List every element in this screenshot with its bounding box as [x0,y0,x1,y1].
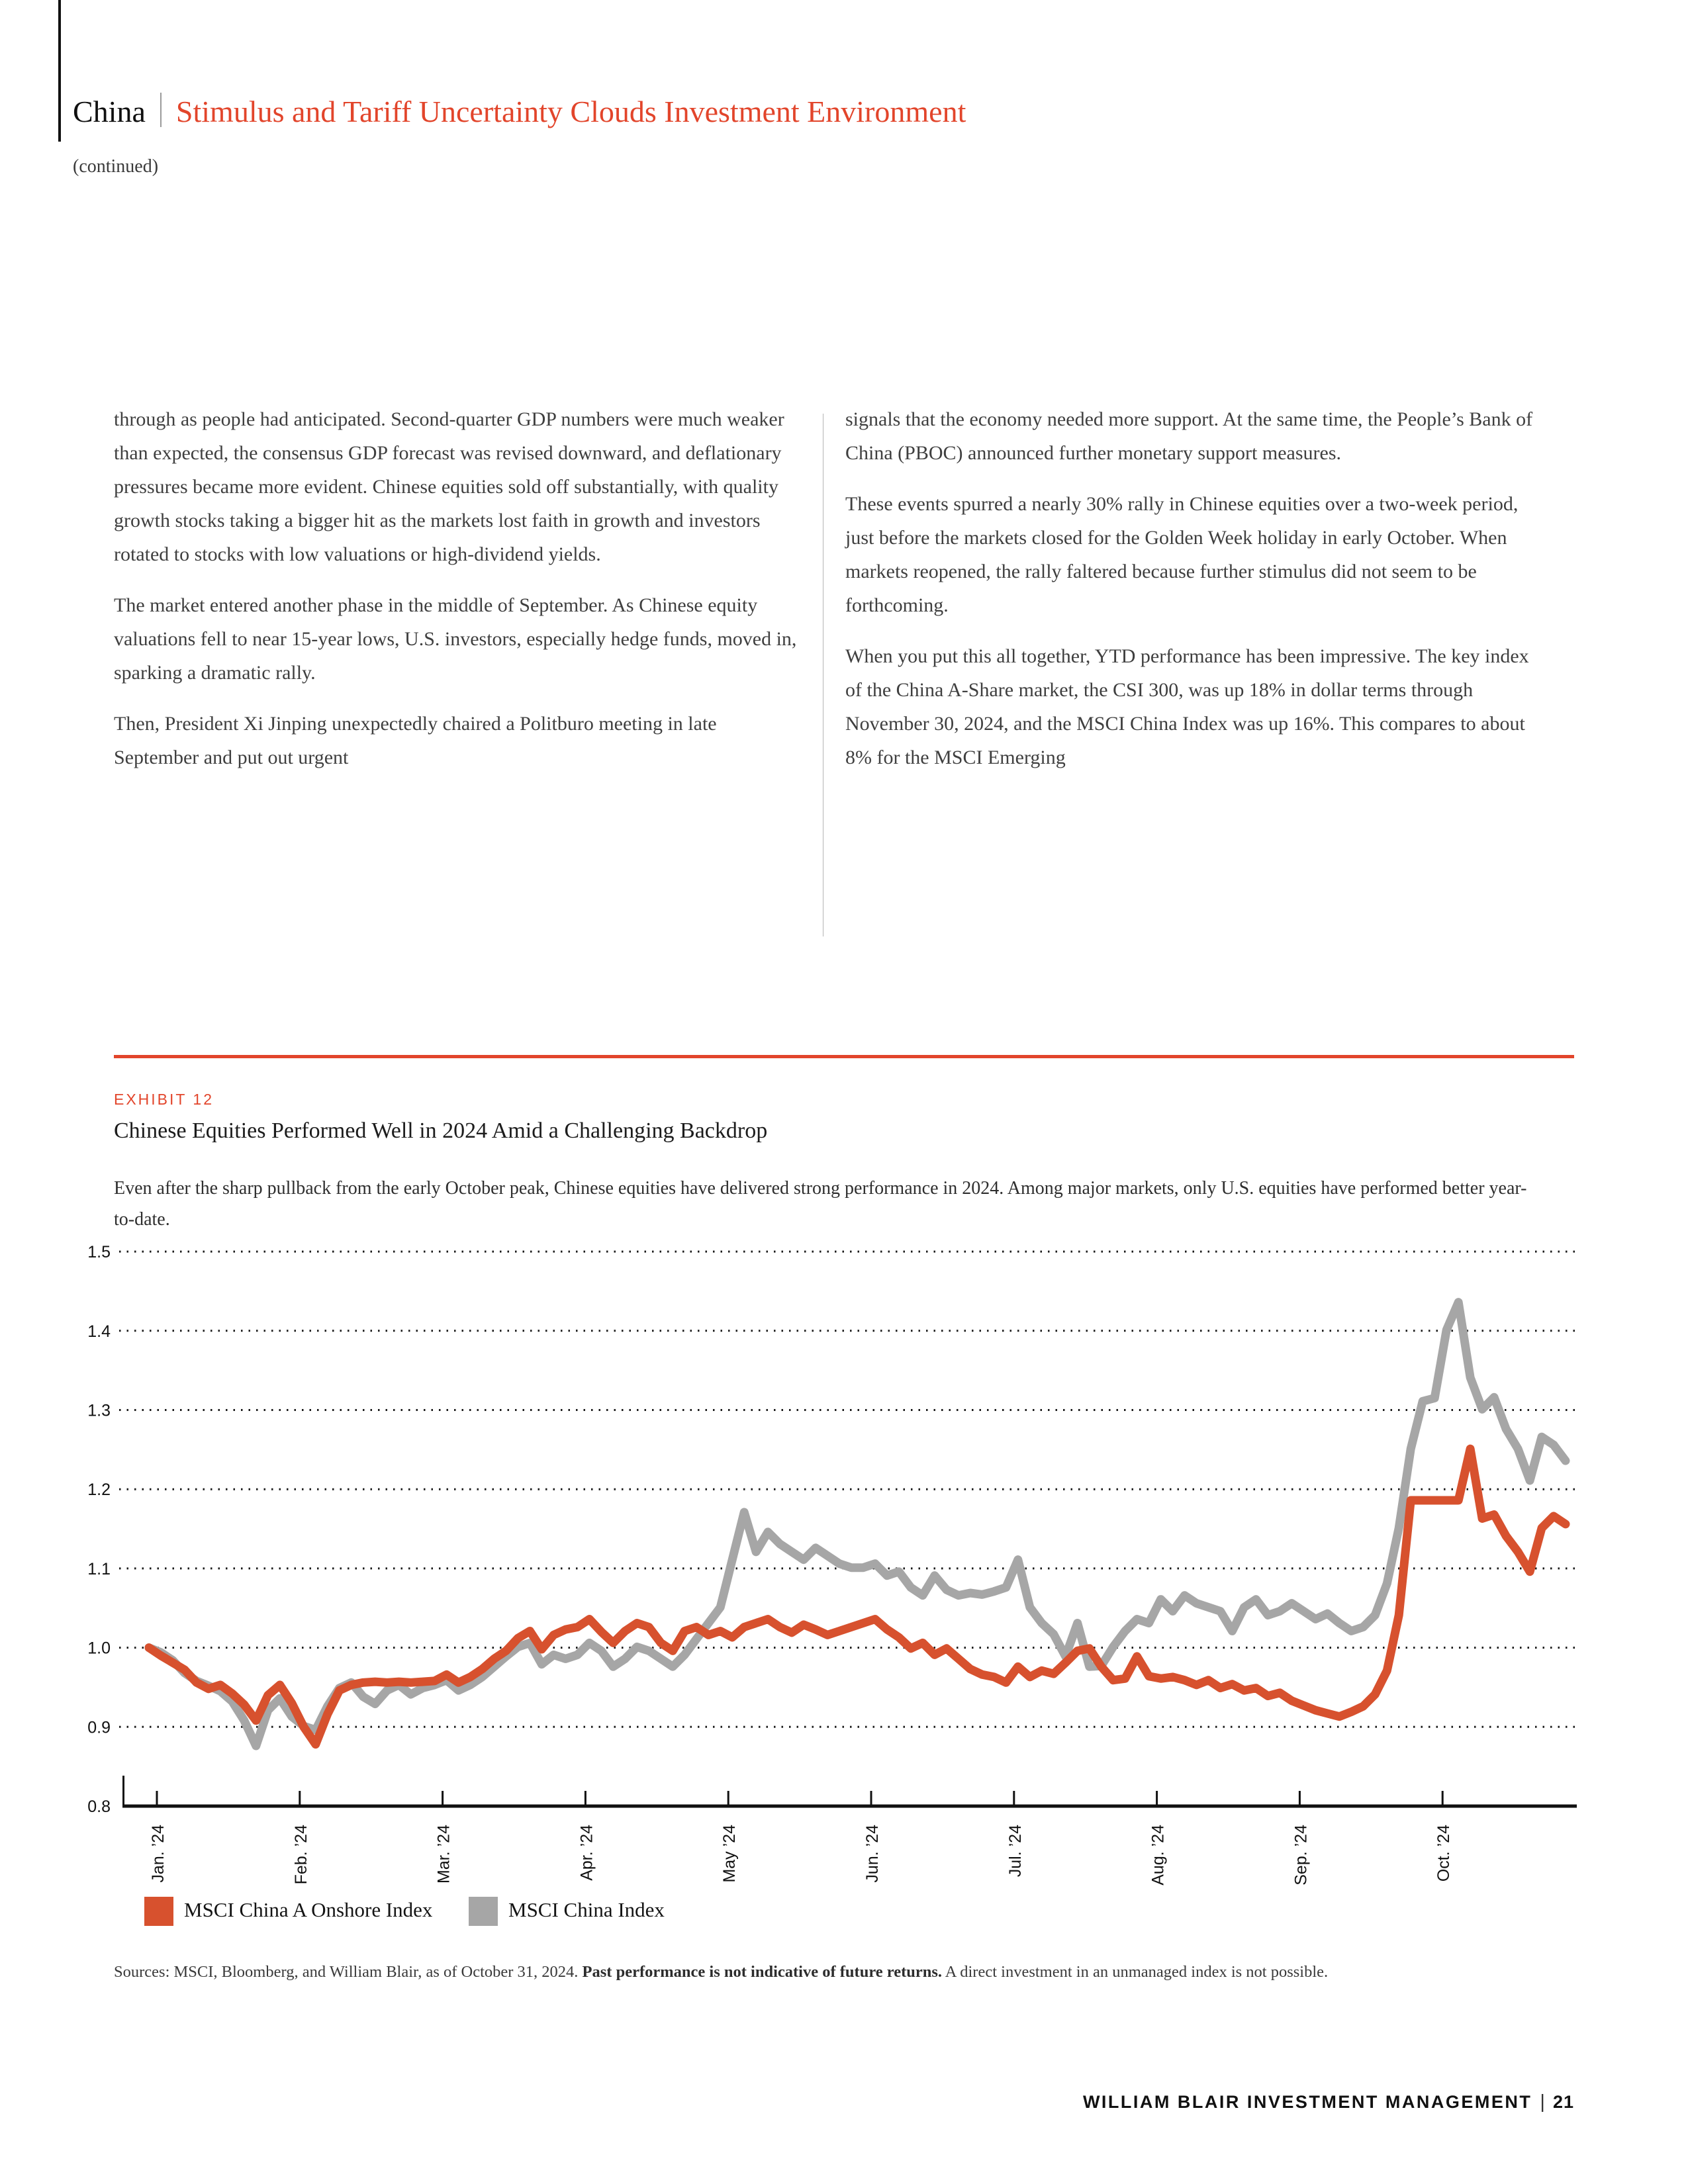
continued-note: (continued) [73,156,159,177]
x-axis-tick-label: Jun. ’24 [863,1825,882,1883]
y-axis-tick-label: 1.0 [87,1639,111,1658]
x-axis-tick-label: Mar. ’24 [434,1825,453,1884]
exhibit-title: Chinese Equities Performed Well in 2024 Amid a Challenging Backdrop [114,1118,768,1143]
footer-page-number: 21 [1552,2092,1574,2112]
paragraph: signals that the economy needed more support. At the same time, the People’s Bank of China (PBOC) announced further monetary support measures. [845,408,1533,464]
y-axis-tick-label: 0.9 [87,1718,111,1737]
article-column-left [114,402,806,792]
sources-prefix: Sources: MSCI, Bloomberg, and William Blair, as of October 31, 2024. [114,1963,583,1981]
y-axis-tick-label: 1.4 [87,1322,111,1341]
x-axis-tick-label: Jul. ’24 [1006,1825,1025,1878]
y-axis-tick-label: 1.3 [87,1401,111,1420]
section-kicker: China [73,95,146,128]
footer-divider: | [1540,2091,1545,2113]
sources-note [114,1958,1415,1987]
legend-label-msci-china: MSCI China Index [508,1898,665,1921]
x-axis-tick-label: May ’24 [720,1825,739,1883]
paragraph: These events spurred a nearly 30% rally in Chinese equities over a two-week period, just before the markets closed for the Golden Week holiday in early October. When markets reopened, the rally faltered because further stimulus did not seem to be forthcoming. [845,493,1519,616]
y-axis-tick-label: 1.5 [87,1243,111,1262]
x-axis-tick-label: Feb. ’24 [291,1825,310,1885]
left-margin-rule [58,0,61,142]
x-axis-tick-label: Oct. ’24 [1434,1825,1454,1882]
paragraph: through as people had anticipated. Second-quarter GDP numbers were much weaker than expected, the consensus GDP forecast was revised downward, and deflationary pressures became more evident. Chinese equities sold off substantially, with quality growth stocks taking a bigger hit as the markets lost faith in growth and investors rotated to stocks with low valuations or high-dividend yields. [114,408,784,565]
x-axis-tick-label: Jan. ’24 [149,1825,167,1883]
title-divider [160,93,162,127]
x-axis-tick-label: Sep. ’24 [1291,1825,1311,1886]
line-chart [0,1228,1688,1936]
legend-label-onshore: MSCI China A Onshore Index [184,1898,433,1921]
legend-swatch-msci-china [469,1897,498,1926]
exhibit-description: Even after the sharp pullback from the early October peak, Chinese equities have delivered strong performance in 2024. Among major markets, only U.S. equities have performed better year-to-date. [114,1178,1527,1230]
footer-brand: WILLIAM BLAIR INVESTMENT MANAGEMENT [1082,2092,1532,2112]
page-footer [1083,2091,1574,2113]
article-column-right [845,402,1538,792]
paragraph: Then, President Xi Jinping unexpectedly chaired a Politburo meeting in late September and put out urgent [114,713,717,768]
sources-disclaimer: Past performance is not indicative of future returns. [582,1963,943,1981]
x-axis-tick-label: Apr. ’24 [577,1825,596,1881]
y-axis-tick-label: 1.2 [87,1480,111,1500]
x-axis-tick-label: Aug. ’24 [1149,1825,1168,1886]
page-header [73,93,966,129]
page-title: Stimulus and Tariff Uncertainty Clouds Investment Environment [175,95,966,128]
sources-suffix: A direct investment in an unmanaged index is not possible. [942,1963,1329,1981]
exhibit-label: EXHIBIT 12 [114,1091,214,1108]
y-axis-tick-label: 1.1 [87,1559,111,1578]
paragraph: The market entered another phase in the middle of September. As Chinese equity valuations fell to near 15-year lows, U.S. investors, especially hedge funds, moved in, sparking a dramatic rally. [114,594,797,684]
legend-swatch-onshore [144,1897,173,1926]
y-axis-tick-label: 0.8 [87,1797,111,1816]
exhibit-top-rule [114,1055,1574,1058]
paragraph: When you put this all together, YTD performance has been impressive. The key index of the China A-Share market, the CSI 300, was up 18% in dollar terms through November 30, 2024, and the MSCI China Index was up 16%. This compares to about 8% for the MSCI Emerging [845,645,1529,768]
